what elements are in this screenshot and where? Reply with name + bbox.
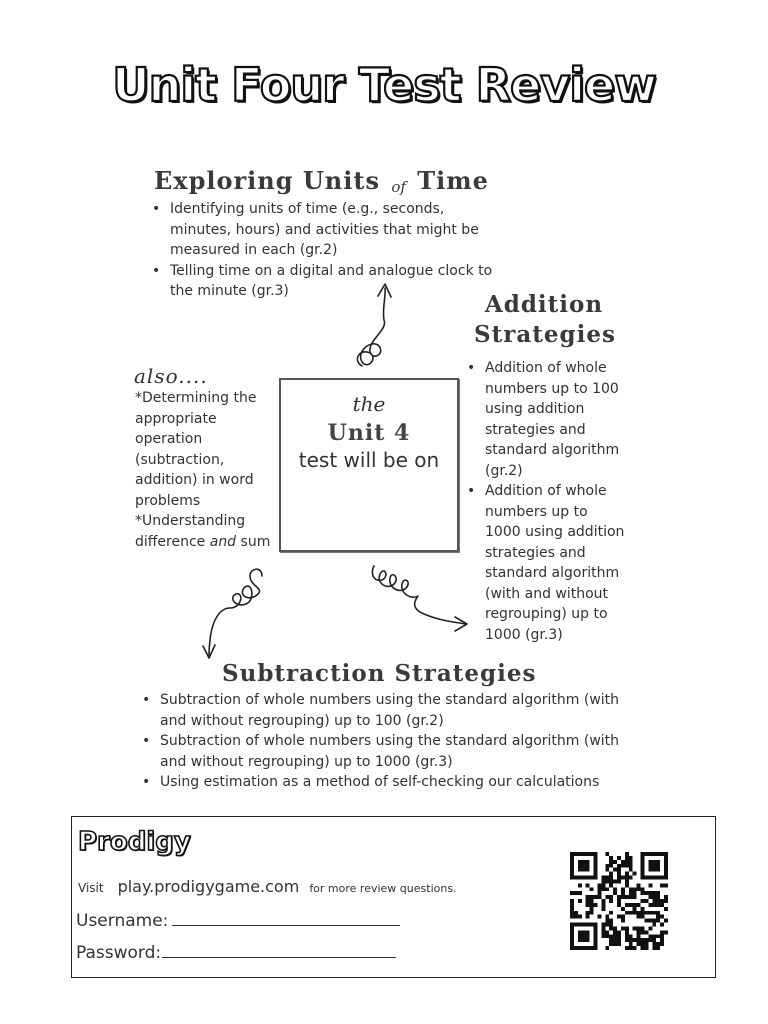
- list-item: • Telling time on a digital and analogue clock to the minute (gr.3): [150, 261, 500, 302]
- also-line-1: *Determining the appropriate operation (subtraction, addition) in word problems: [135, 390, 257, 509]
- time-heading-pre: Exploring Units: [154, 166, 380, 195]
- center-test: test will be on: [298, 448, 440, 472]
- also-line-2-pre: *Understanding difference: [135, 513, 246, 550]
- also-body: [135, 388, 275, 552]
- time-section-heading: [154, 166, 489, 195]
- time-heading-of: of: [391, 178, 406, 196]
- prodigy-logo: Prodigy: [78, 827, 191, 857]
- center-unit: Unit 4: [327, 420, 411, 446]
- subtraction-section-heading: Subtraction Strategies: [222, 660, 537, 687]
- list-item: • Addition of whole numbers up to 100 using addition strategies and standard algorithm (gr.2): [465, 358, 625, 481]
- addition-heading-line1: Addition: [484, 291, 604, 318]
- also-line-2: [135, 511, 275, 552]
- addition-heading-line2: Strategies: [474, 321, 616, 348]
- qr-code-icon[interactable]: [570, 852, 668, 950]
- visit-tail: for more review questions.: [309, 882, 457, 895]
- list-item: • Identifying units of time (e.g., seconds, minutes, hours) and activities that might be measured in each (gr.2): [150, 199, 500, 261]
- username-label: Username:: [76, 911, 169, 931]
- list-item: • Subtraction of whole numbers using the standard algorithm (with and without regrouping) up to 100 (gr.2): [140, 690, 640, 731]
- username-blank: [172, 911, 400, 926]
- addition-section-heading: [474, 290, 614, 350]
- also-heading: also....: [134, 364, 208, 388]
- visit-line: [78, 877, 457, 896]
- list-item: • Using estimation as a method of self-checking our calculations: [140, 772, 640, 793]
- password-line: [76, 943, 396, 963]
- prodigy-url-link[interactable]: play.prodigygame.com: [117, 877, 300, 896]
- list-item: • Subtraction of whole numbers using the standard algorithm (with and without regrouping) up to 1000 (gr.3): [140, 731, 640, 772]
- center-the: the: [352, 392, 386, 416]
- password-blank: [162, 943, 396, 958]
- prodigy-box: [71, 816, 716, 978]
- username-line: [76, 911, 400, 931]
- password-label: Password:: [76, 943, 162, 963]
- also-line-2-post: sum: [236, 533, 271, 550]
- center-box: [279, 378, 459, 552]
- time-heading-post: Time: [417, 166, 489, 195]
- also-line-2-em: and: [209, 533, 237, 550]
- addition-section-list: [465, 358, 625, 645]
- time-section-list: [150, 199, 500, 302]
- list-item: • Addition of whole numbers up to 1000 using addition strategies and standard algorithm (with and without regrouping) up to 1000 (gr.3): [465, 481, 625, 645]
- page-title: Unit Four Test Review: [112, 58, 656, 112]
- arrow-down-right-icon: [372, 566, 467, 631]
- subtraction-section-list: [140, 690, 640, 793]
- visit-label: Visit: [78, 881, 104, 895]
- arrow-down-left-icon: [203, 569, 262, 658]
